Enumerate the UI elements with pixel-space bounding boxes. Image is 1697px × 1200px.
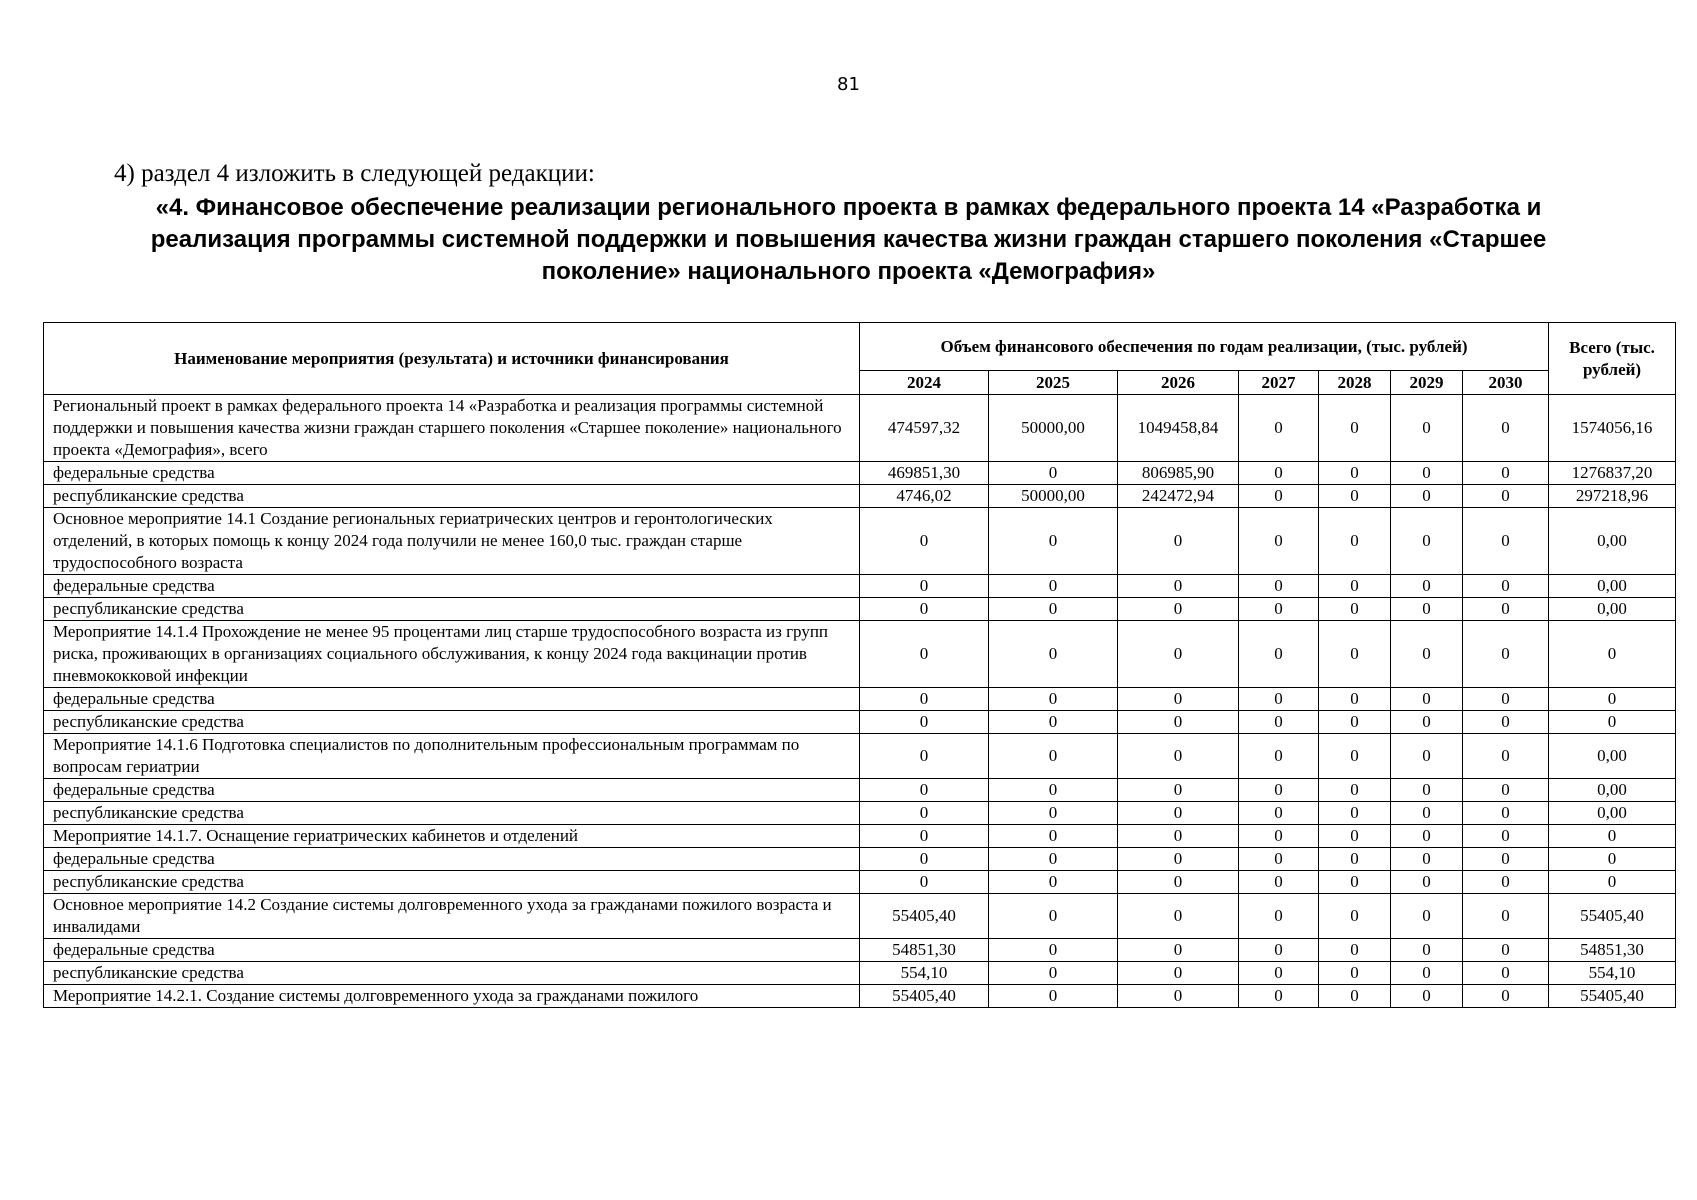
year-value-cell: 0 [1118,962,1239,985]
table-row [44,575,1676,598]
table-row [44,779,1676,802]
year-header: 2030 [1463,371,1549,395]
year-value-cell: 55405,40 [860,985,989,1008]
year-value-cell: 0 [989,462,1118,485]
year-value-cell: 0 [1463,395,1549,462]
year-value-cell: 0 [1391,688,1463,711]
year-value-cell: 0 [1239,688,1319,711]
year-value-cell: 0 [1463,621,1549,688]
year-value-cell: 0 [1463,871,1549,894]
year-value-cell: 0 [989,508,1118,575]
total-column-header: Всего (тыс. рублей) [1549,323,1676,395]
year-value-cell: 469851,30 [860,462,989,485]
year-value-cell: 0 [989,848,1118,871]
year-value-cell: 0 [1391,462,1463,485]
year-value-cell: 1049458,84 [1118,395,1239,462]
row-name: республиканские средства [44,962,860,985]
year-value-cell: 0 [989,779,1118,802]
total-value-cell: 1276837,20 [1549,462,1676,485]
year-value-cell: 0 [1463,802,1549,825]
year-value-cell: 0 [1239,598,1319,621]
year-value-cell: 0 [1319,802,1391,825]
row-name: Мероприятие 14.1.6 Подготовка специалистов по дополнительным профессиональным программам по вопросам гериатрии [44,734,860,779]
year-value-cell: 0 [989,939,1118,962]
year-value-cell: 0 [1239,939,1319,962]
year-value-cell: 242472,94 [1118,485,1239,508]
year-value-cell: 0 [989,734,1118,779]
year-value-cell: 474597,32 [860,395,989,462]
year-value-cell: 0 [860,711,989,734]
total-value-cell: 0 [1549,688,1676,711]
year-value-cell: 0 [1463,734,1549,779]
year-value-cell: 0 [1463,711,1549,734]
year-value-cell: 0 [1239,894,1319,939]
year-value-cell: 0 [1391,871,1463,894]
total-value-cell: 1574056,16 [1549,395,1676,462]
row-name: федеральные средства [44,779,860,802]
year-value-cell: 0 [1118,825,1239,848]
total-value-cell: 0,00 [1549,508,1676,575]
table-row [44,985,1676,1008]
year-value-cell: 0 [989,711,1118,734]
year-value-cell: 0 [1463,894,1549,939]
total-value-cell: 0,00 [1549,734,1676,779]
table-row [44,598,1676,621]
table-row [44,802,1676,825]
year-value-cell: 0 [1239,962,1319,985]
year-value-cell: 0 [1239,575,1319,598]
year-value-cell: 0 [1239,871,1319,894]
year-value-cell: 0 [1319,825,1391,848]
year-header: 2028 [1319,371,1391,395]
financing-table [43,322,1676,1008]
total-value-cell: 0 [1549,711,1676,734]
year-value-cell: 50000,00 [989,485,1118,508]
year-value-cell: 0 [1391,711,1463,734]
year-value-cell: 0 [1463,985,1549,1008]
year-value-cell: 0 [860,575,989,598]
year-value-cell: 0 [1118,621,1239,688]
year-value-cell: 0 [989,962,1118,985]
year-value-cell: 0 [1319,871,1391,894]
row-name: федеральные средства [44,848,860,871]
year-value-cell: 0 [1319,598,1391,621]
year-value-cell: 4746,02 [860,485,989,508]
year-header: 2029 [1391,371,1463,395]
year-value-cell: 0 [1118,575,1239,598]
year-value-cell: 0 [1463,779,1549,802]
intro-line: 4) раздел 4 изложить в следующей редакции: [114,160,595,187]
section-title: «4. Финансовое обеспечение реализации регионального проекта в рамках федерального проекта 14 «Разработка и реализация программы системной поддержки и повышения качества жизни граждан старшего поколения «Старшее поколение» национального проекта «Демография» [150,194,1547,285]
year-value-cell: 0 [1319,508,1391,575]
volume-column-header: Объем финансового обеспечения по годам реализации, (тыс. рублей) [860,323,1549,371]
year-value-cell: 0 [1463,825,1549,848]
row-name: федеральные средства [44,575,860,598]
year-value-cell: 0 [1391,825,1463,848]
year-value-cell: 0 [1239,734,1319,779]
page-number: 81 [837,74,860,95]
year-header: 2026 [1118,371,1239,395]
year-value-cell: 0 [1463,508,1549,575]
year-value-cell: 0 [1391,939,1463,962]
total-value-cell: 0,00 [1549,779,1676,802]
year-value-cell: 0 [1463,962,1549,985]
year-value-cell: 0 [860,688,989,711]
year-value-cell: 0 [1239,485,1319,508]
row-name: Мероприятие 14.1.4 Прохождение не менее 95 процентами лиц старше трудоспособного возраста из групп риска, проживающих в организациях социального обслуживания, к концу 2024 года вакцинации против пневмококковой инфекции [44,621,860,688]
year-value-cell: 0 [860,848,989,871]
row-name: федеральные средства [44,939,860,962]
year-value-cell: 0 [860,825,989,848]
year-value-cell: 0 [1319,621,1391,688]
row-name: Мероприятие 14.1.7. Оснащение гериатрических кабинетов и отделений [44,825,860,848]
total-value-cell: 0 [1549,621,1676,688]
row-name: Основное мероприятие 14.2 Создание системы долговременного ухода за гражданами пожилого возраста и инвалидами [44,894,860,939]
year-value-cell: 0 [1319,894,1391,939]
table-row [44,734,1676,779]
year-value-cell: 0 [1118,688,1239,711]
year-value-cell: 0 [1391,395,1463,462]
table-row [44,688,1676,711]
year-value-cell: 0 [1391,985,1463,1008]
table-row [44,871,1676,894]
year-value-cell: 0 [1118,711,1239,734]
year-value-cell: 0 [1391,894,1463,939]
year-value-cell: 0 [1319,462,1391,485]
table-row [44,962,1676,985]
row-name: республиканские средства [44,711,860,734]
year-value-cell: 0 [1239,985,1319,1008]
year-value-cell: 0 [860,871,989,894]
year-value-cell: 0 [1319,711,1391,734]
year-value-cell: 0 [860,621,989,688]
row-name: федеральные средства [44,462,860,485]
row-name: республиканские средства [44,598,860,621]
year-value-cell: 0 [1239,508,1319,575]
year-value-cell: 0 [860,598,989,621]
row-name: Региональный проект в рамках федерального проекта 14 «Разработка и реализация программы системной поддержки и повышения качества жизни граждан старшего поколения «Старшее поколение» национального проекта «Демография», всего [44,395,860,462]
year-value-cell: 0 [1319,575,1391,598]
year-value-cell: 0 [1319,688,1391,711]
year-value-cell: 0 [989,688,1118,711]
table-row [44,395,1676,462]
year-value-cell: 0 [1391,734,1463,779]
year-value-cell: 0 [1319,734,1391,779]
total-value-cell: 0,00 [1549,575,1676,598]
year-value-cell: 0 [1239,802,1319,825]
year-value-cell: 0 [1118,985,1239,1008]
table-row [44,462,1676,485]
total-value-cell: 554,10 [1549,962,1676,985]
year-value-cell: 0 [1463,462,1549,485]
year-value-cell: 806985,90 [1118,462,1239,485]
year-value-cell: 0 [1391,962,1463,985]
year-value-cell: 0 [1118,779,1239,802]
name-column-header: Наименование мероприятия (результата) и источники финансирования [44,323,860,395]
total-value-cell: 0 [1549,825,1676,848]
total-value-cell: 0 [1549,871,1676,894]
year-value-cell: 0 [1319,962,1391,985]
year-header: 2024 [860,371,989,395]
table-row [44,508,1676,575]
year-value-cell: 0 [860,734,989,779]
year-value-cell: 0 [1239,848,1319,871]
year-value-cell: 0 [989,575,1118,598]
year-value-cell: 0 [1319,985,1391,1008]
table-body [44,395,1676,1008]
year-value-cell: 0 [989,598,1118,621]
year-value-cell: 0 [1391,508,1463,575]
total-value-cell: 55405,40 [1549,894,1676,939]
year-value-cell: 0 [1391,848,1463,871]
year-value-cell: 0 [1239,825,1319,848]
year-value-cell: 0 [1118,848,1239,871]
year-value-cell: 54851,30 [860,939,989,962]
year-value-cell: 0 [1463,688,1549,711]
year-value-cell: 0 [1239,621,1319,688]
year-value-cell: 0 [1463,598,1549,621]
year-value-cell: 0 [989,802,1118,825]
row-name: республиканские средства [44,871,860,894]
year-value-cell: 0 [860,508,989,575]
year-value-cell: 55405,40 [860,894,989,939]
year-value-cell: 0 [1391,621,1463,688]
table-row [44,621,1676,688]
year-value-cell: 0 [989,621,1118,688]
year-header: 2027 [1239,371,1319,395]
year-value-cell: 0 [1118,598,1239,621]
year-value-cell: 0 [1118,508,1239,575]
year-value-cell: 0 [1391,575,1463,598]
year-value-cell: 0 [989,985,1118,1008]
total-value-cell: 297218,96 [1549,485,1676,508]
year-value-cell: 0 [989,825,1118,848]
year-value-cell: 0 [1118,734,1239,779]
year-value-cell: 0 [989,894,1118,939]
year-value-cell: 0 [1391,802,1463,825]
year-value-cell: 0 [1319,485,1391,508]
year-value-cell: 0 [1319,848,1391,871]
year-value-cell: 0 [989,871,1118,894]
table-row [44,825,1676,848]
row-name: республиканские средства [44,802,860,825]
year-value-cell: 0 [1118,802,1239,825]
row-name: федеральные средства [44,688,860,711]
year-value-cell: 0 [1463,939,1549,962]
total-value-cell: 0,00 [1549,802,1676,825]
year-value-cell: 0 [1319,779,1391,802]
year-header: 2025 [989,371,1118,395]
year-value-cell: 0 [860,802,989,825]
year-value-cell: 0 [1463,575,1549,598]
table-row [44,711,1676,734]
year-value-cell: 0 [1239,779,1319,802]
year-value-cell: 0 [1239,395,1319,462]
year-value-cell: 0 [1391,598,1463,621]
row-name: республиканские средства [44,485,860,508]
year-value-cell: 0 [1391,779,1463,802]
year-value-cell: 554,10 [860,962,989,985]
row-name: Мероприятие 14.2.1. Создание системы долговременного ухода за гражданами пожилого [44,985,860,1008]
year-value-cell: 0 [1391,485,1463,508]
year-value-cell: 0 [1463,848,1549,871]
table-row [44,485,1676,508]
year-value-cell: 0 [1463,485,1549,508]
table-row [44,939,1676,962]
year-value-cell: 0 [860,779,989,802]
total-value-cell: 0 [1549,848,1676,871]
total-value-cell: 54851,30 [1549,939,1676,962]
year-value-cell: 50000,00 [989,395,1118,462]
year-value-cell: 0 [1118,939,1239,962]
year-value-cell: 0 [1239,462,1319,485]
year-value-cell: 0 [1118,871,1239,894]
row-name: Основное мероприятие 14.1 Создание региональных гериатрических центров и геронтологических отделений, в которых помощь к концу 2024 года получили не менее 160,0 тыс. граждан старше трудоспособного возраста [44,508,860,575]
year-value-cell: 0 [1319,395,1391,462]
total-value-cell: 0,00 [1549,598,1676,621]
year-value-cell: 0 [1118,894,1239,939]
year-value-cell: 0 [1239,711,1319,734]
total-value-cell: 55405,40 [1549,985,1676,1008]
year-value-cell: 0 [1319,939,1391,962]
table-row [44,894,1676,939]
table-row [44,848,1676,871]
